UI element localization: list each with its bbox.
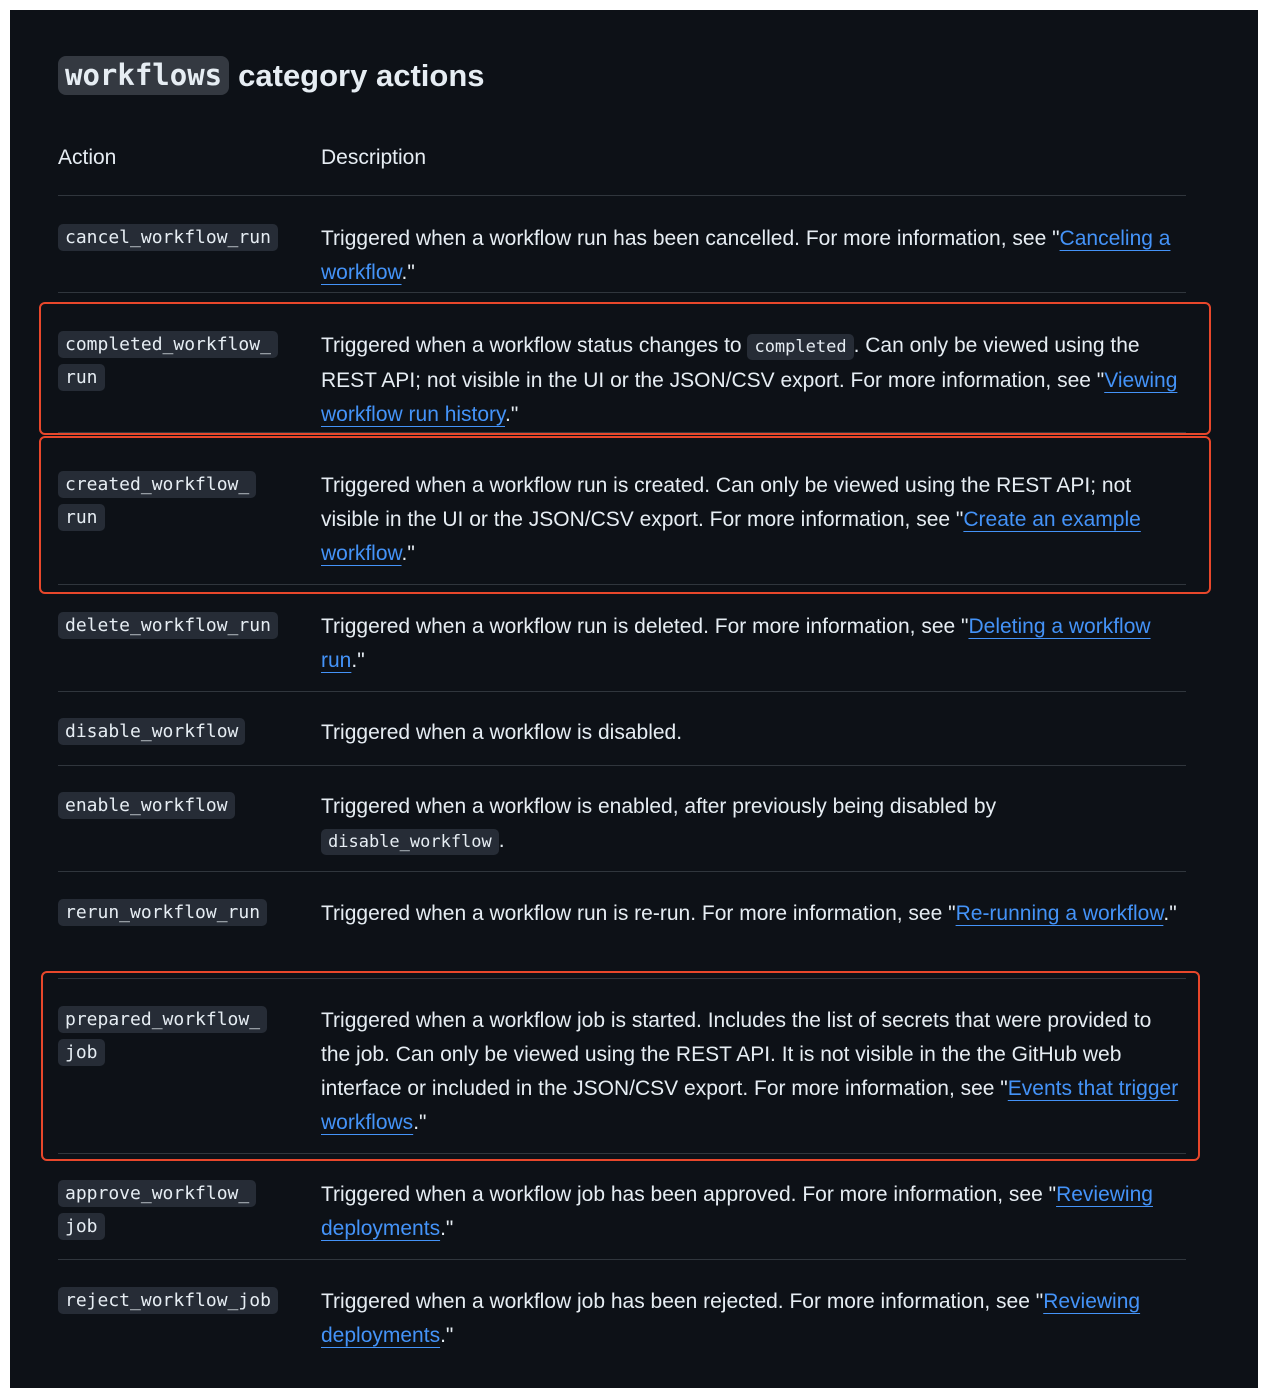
description-text-end: ."	[401, 542, 415, 565]
description-text: Triggered when a workflow job has been rejected. For more information, see "	[321, 1290, 1044, 1313]
description-text: Triggered when a workflow status changes to	[321, 334, 748, 357]
description-text-end: ."	[505, 403, 519, 426]
description-text-end: ."	[413, 1111, 427, 1134]
action-code: approve_workflow_	[58, 1180, 256, 1207]
description-text: Triggered when a workflow job has been approved. For more information, see "	[321, 1183, 1057, 1206]
description-text: Triggered when a workflow run is deleted. For more information, see "	[321, 615, 969, 638]
action-name	[58, 221, 298, 254]
row-divider	[58, 1259, 1186, 1260]
action-description	[321, 329, 1181, 432]
action-description	[321, 1285, 1181, 1353]
description-text: Triggered when a workflow run has been cancelled. For more information, see "	[321, 227, 1060, 250]
description-text-end: ."	[1163, 902, 1177, 925]
row-divider	[58, 871, 1186, 872]
action-code-continued: job	[58, 1039, 105, 1066]
doc-link[interactable]: Create an example workflow	[321, 508, 1141, 565]
action-code: prepared_workflow_	[58, 1006, 267, 1033]
row-divider	[58, 765, 1186, 766]
action-name	[58, 468, 298, 534]
action-name	[58, 609, 298, 642]
description-text-end: ."	[401, 261, 415, 284]
row-divider	[58, 584, 1186, 585]
action-description	[321, 790, 1181, 859]
description-text: Triggered when a workflow run is re-run. For more information, see "	[321, 902, 956, 925]
description-text: Triggered when a workflow is disabled.	[321, 721, 683, 744]
action-name	[58, 1284, 298, 1317]
inline-code: disable_workflow	[321, 829, 499, 855]
inline-code: completed	[747, 334, 853, 360]
action-description	[321, 610, 1181, 678]
doc-link[interactable]: Viewing workflow run history	[321, 369, 1178, 426]
action-name	[58, 789, 298, 822]
row-divider	[58, 432, 1186, 433]
action-description	[321, 469, 1181, 571]
action-name	[58, 715, 298, 748]
action-code: disable_workflow	[58, 718, 245, 745]
docs-content-panel	[10, 10, 1258, 1388]
table-divider	[58, 195, 1186, 196]
doc-link[interactable]: Events that trigger workflows	[321, 1077, 1179, 1134]
heading-text: category actions	[238, 57, 485, 93]
action-code: reject_workflow_job	[58, 1287, 278, 1314]
action-code-continued: run	[58, 504, 105, 531]
heading-code: workflows	[58, 56, 229, 95]
row-divider	[58, 691, 1186, 692]
row-divider	[58, 292, 1186, 293]
action-code: cancel_workflow_run	[58, 224, 278, 251]
doc-link[interactable]: Reviewing deployments	[321, 1290, 1141, 1347]
action-code: delete_workflow_run	[58, 612, 278, 639]
action-name	[58, 328, 298, 394]
action-description	[321, 716, 1181, 750]
description-text: Triggered when a workflow run is created. Can only be viewed using the REST API; not visible in the UI or the JSON/CSV export. For more information, see "	[321, 474, 1132, 531]
doc-link[interactable]: Reviewing deployments	[321, 1183, 1153, 1240]
action-name	[58, 1003, 298, 1069]
description-text-continued: . Can only be viewed using the REST API; not visible in the UI or the JSON/CSV export. For more information, see "	[321, 334, 1140, 392]
description-text-end: ."	[440, 1217, 454, 1240]
action-code: enable_workflow	[58, 792, 235, 819]
row-divider	[58, 1153, 1186, 1154]
action-name	[58, 1177, 298, 1243]
description-text: Triggered when a workflow is enabled, after previously being disabled by	[321, 795, 997, 818]
action-code: created_workflow_	[58, 471, 256, 498]
doc-link[interactable]: Re-running a workflow	[955, 902, 1164, 925]
section-heading	[58, 56, 485, 95]
description-text-end: ."	[440, 1324, 454, 1347]
doc-link[interactable]: Canceling a workflow	[321, 227, 1171, 284]
action-code-continued: run	[58, 364, 105, 391]
action-code: completed_workflow_	[58, 331, 278, 358]
action-description	[321, 222, 1181, 290]
column-header-action: Action	[58, 146, 117, 169]
action-name	[58, 896, 298, 929]
row-divider	[58, 978, 1186, 979]
description-text-continued: .	[498, 829, 505, 852]
description-text-end: ."	[351, 649, 365, 672]
doc-link[interactable]: Deleting a workflow run	[321, 615, 1151, 672]
action-code: rerun_workflow_run	[58, 899, 267, 926]
action-description	[321, 897, 1181, 931]
action-code-continued: job	[58, 1213, 105, 1240]
action-description	[321, 1004, 1181, 1140]
description-text: Triggered when a workflow job is started. Includes the list of secrets that were provided to the job. Can only be viewed using the REST API. It is not visible in the the GitHub web interface or included in the JSON/CSV export. For more information, see "	[321, 1009, 1152, 1100]
action-description	[321, 1178, 1181, 1246]
column-header-description: Description	[321, 146, 427, 169]
